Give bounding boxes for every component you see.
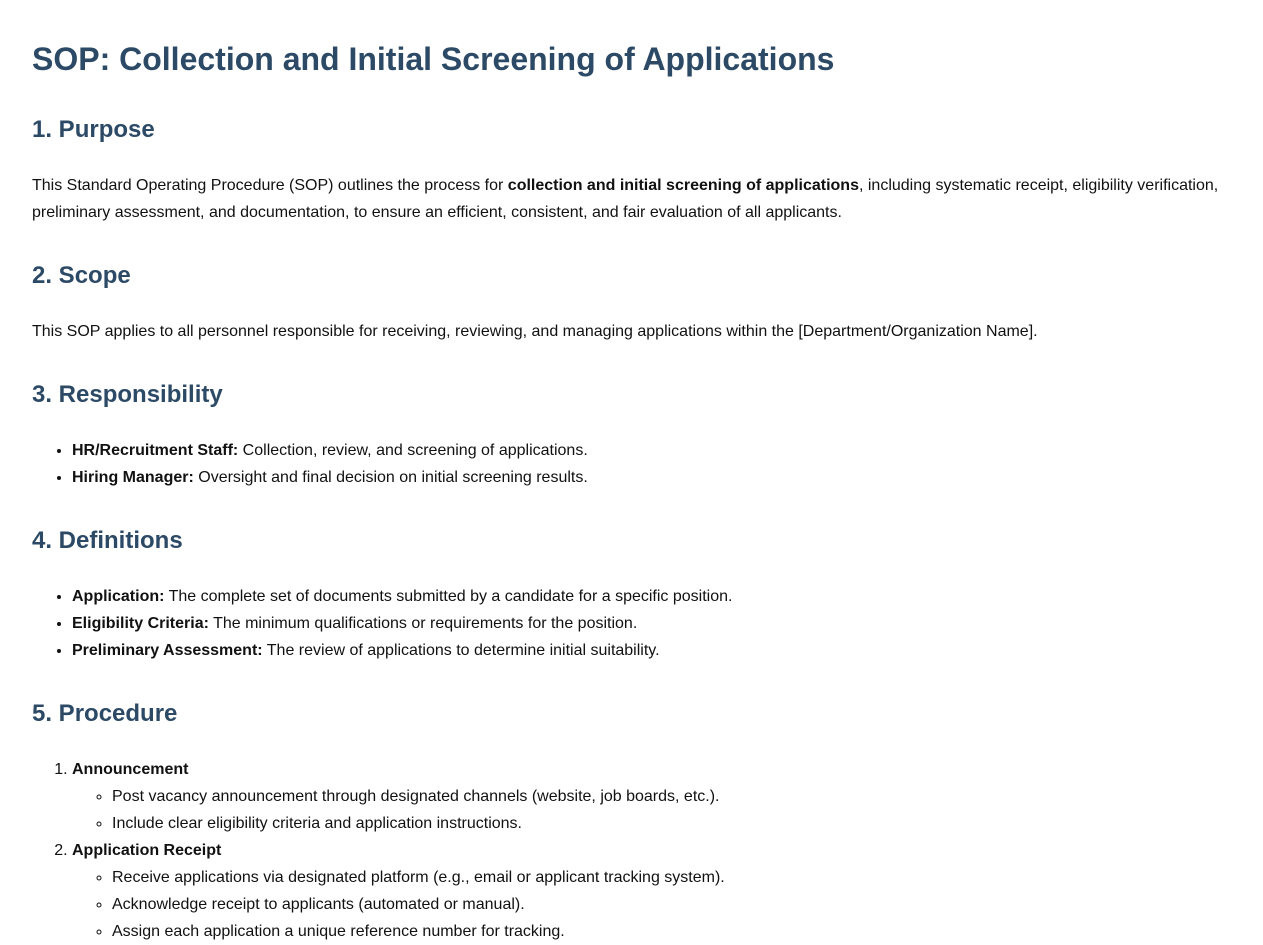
purpose-text-bold: collection and initial screening of applications (507, 177, 859, 194)
procedure-list (32, 756, 1231, 945)
list-item-term: Preliminary Assessment: (72, 642, 263, 659)
procedure-substep: ◦ Assign each application a unique reference number for tracking. (112, 918, 1231, 945)
list-item (72, 610, 1231, 637)
procedure-substeps (72, 864, 1231, 945)
list-item-desc: The minimum qualifications or requirements for the position. (208, 615, 638, 632)
procedure-substeps (72, 783, 1231, 837)
list-item-desc: The complete set of documents submitted by a candidate for a specific position. (164, 588, 733, 605)
list-item-desc: The review of applications to determine initial suitability. (262, 642, 660, 659)
scope-paragraph: This SOP applies to all personnel responsible for receiving, reviewing, and managing applications within the [Department/Organization Name]. (32, 323, 1038, 340)
section-heading-responsibility: 3. Responsibility (32, 381, 223, 408)
list-item-term: Eligibility Criteria: (72, 615, 209, 632)
section-heading-scope: 2. Scope (32, 262, 131, 289)
procedure-step-title: Application Receipt (72, 842, 222, 859)
procedure-step-title: Announcement (72, 761, 189, 778)
list-item-desc: Collection, review, and screening of applications. (238, 442, 588, 459)
list-item (72, 583, 1231, 610)
purpose-text-after: , including systematic receipt, eligibility verification, preliminary assessment, and documentation, to ensure an efficient, consistent, and fair evaluation of all applicants. (32, 177, 1219, 221)
section-heading-procedure: 5. Procedure (32, 700, 178, 727)
list-item-desc: Oversight and final decision on initial screening results. (193, 469, 588, 486)
procedure-step (72, 837, 1231, 945)
list-item-term: Application: (72, 588, 165, 605)
procedure-substep: ◦ Include clear eligibility criteria and application instructions. (112, 810, 1231, 837)
list-item-term: HR/Recruitment Staff: (72, 442, 239, 459)
list-item (72, 437, 1231, 464)
purpose-paragraph (32, 172, 1231, 226)
procedure-substep: ◦ Post vacancy announcement through designated channels (website, job boards, etc.). (112, 783, 1231, 810)
procedure-substep: ◦ Acknowledge receipt to applicants (automated or manual). (112, 891, 1231, 918)
page-title: SOP: Collection and Initial Screening of Applications (32, 41, 835, 77)
procedure-step (72, 756, 1231, 837)
list-item (72, 637, 1231, 664)
procedure-substep: ◦ Receive applications via designated platform (e.g., email or applicant tracking system). (112, 864, 1231, 891)
responsibility-list (32, 437, 1231, 491)
list-item-term: Hiring Manager: (72, 469, 194, 486)
list-item (72, 464, 1231, 491)
purpose-text-before: This Standard Operating Procedure (SOP) outlines the process for (32, 177, 508, 194)
section-heading-purpose: 1. Purpose (32, 116, 155, 143)
definitions-list (32, 583, 1231, 664)
section-heading-definitions: 4. Definitions (32, 527, 183, 554)
